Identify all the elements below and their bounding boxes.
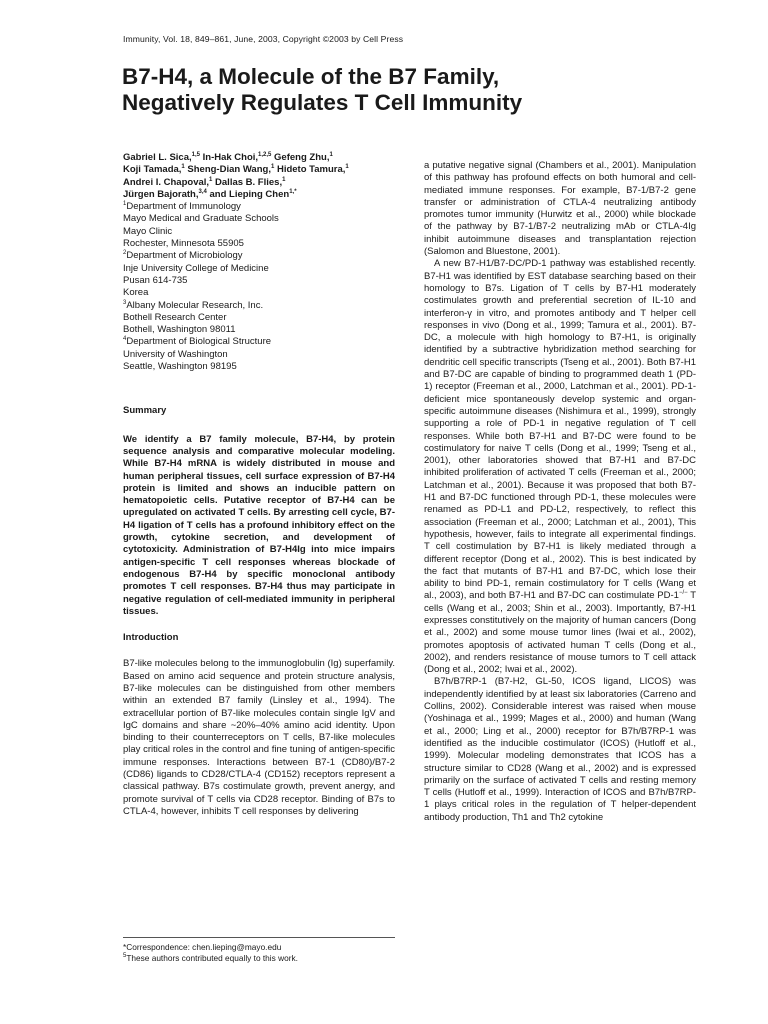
affiliation-line: Mayo Medical and Graduate Schools — [123, 213, 279, 225]
affiliation-line: $^1$Department of Immunology — [123, 201, 241, 213]
summary-text: We identify a B7 family molecule, B7-H4, by protein sequence analysis and comparative molecular modeling. While B7-H4 mRNA is widely distributed in mouse and human peripheral tissues, cell surface expression of B7-H4 protein is limited and shows an inducible pattern on hematopoietic cells. Putative receptor of B7-H4 can be upregulated on activated T cells. By arresting cell cycle, B7-H4 ligation of T cells has a profound inhibitory effect on the growth, cytokine secretion, and development of cytotoxicity. Administration of B7-H4Ig into mice impairs antigen-specific T cell responses whereas blockade of endogenous B7-H4 by specific monoclonal antibody promotes T cell responses. B7-H4 thus may participate in negative regulation of cell-mediated immunity in peripheral tissues. — [123, 433, 395, 617]
affiliation-line: Seattle, Washington 98195 — [123, 361, 237, 373]
introduction-text: B7-like molecules belong to the immunoglobulin (Ig) superfamily. Based on amino acid sequence and protein structure analysis, B7-like molecules can be distinguished from other members within an extended B7 family (Linsley et al., 1994). The extracellular portion of B7-like molecules contain single IgV and IgC domains and share ~20%–40% amino acid identity. Upon binding to their counterreceptors on T cells, B7-like molecules play critical roles in the control and fine tuning of antigen-specific immune responses. Interactions between B7-1 (CD80)/B7-2 (CD86) ligands to CD28/CTLA-4 (CD152) receptors represent a classical pathway. B7s costimulate growth, prevent anergy, and promote survival of T cells via CD28 receptor. Binding of B7s to CTLA-4, however, inhibits T cell responses by delivering — [123, 658, 395, 817]
affiliation-line: Rochester, Minnesota 55905 — [123, 238, 244, 250]
author-line: Koji Tamada,$^1$ Sheng-Dian Wang,$^1$ Hideto Tamura,$^1$ — [123, 164, 349, 176]
correspondence-footnote: *Correspondence: chen.lieping@mayo.edu — [123, 942, 282, 952]
affiliation-line: Bothell Research Center — [123, 311, 227, 323]
author-line: Jürgen Bajorath,$^{3,4}$ and Lieping Chen$^{1,*}$ — [123, 188, 297, 200]
body-paragraph: B7h/B7RP-1 (B7-H2, GL-50, ICOS ligand, LICOS) was independently identified by at least six laboratories (Carreno and Collins, 2002). Considerable interest was raised when mouse (Yoshinaga et al., 1999; Mages et al., 2000) and human (Wang et al., 2000; Ling et al., 2000) receptor for B7h/B7RP-1 was identified as the inducible costimulator (ICOS) (Hutloff et al., 1999). Molecular modeling demonstrates that ICOS has a structure similar to CD28 (Wang et al., 2002) and is expressed primarily on the surface of activated T cells and resting memory T cells (Hutloff et al., 1999). Interaction of ICOS and B7h/B7RP-1 plays critical roles in the regulation of T helper-dependent antibody production, Th1 and Th2 cytokine — [424, 676, 696, 823]
summary-heading: Summary — [123, 405, 167, 417]
affiliation-line: $^4$Department of Biological Structure — [123, 336, 272, 348]
affiliation-line: $^2$Department of Microbiology — [123, 250, 243, 262]
right-column — [424, 160, 696, 824]
affiliation-line: Pusan 614-735 — [123, 274, 188, 286]
title-line-1: B7-H4, a Molecule of the B7 Family, — [122, 64, 500, 89]
affiliation-list — [123, 201, 395, 373]
body-paragraph: a putative negative signal (Chambers et al., 2001). Manipulation of this pathway has profound effects on both humoral and cell-mediated immune responses. For example, B7-1/B7-2 gene transfer or administration of CTLA-4 neutralizing antibody promotes tumor immunity (Hurwitz et al., 2000) while blockade of the pathway by B7-1/B7-2 neutralizing mAb or CTLA-4Ig inhibit autoimmune diseases and transplantation rejection (Salomon and Bluestone, 2001). — [424, 160, 696, 258]
affiliation-line: $^3$Albany Molecular Research, Inc. — [123, 299, 264, 311]
author-line: Andrei I. Chapoval,$^1$ Dallas B. Flies,$^1$ — [123, 176, 286, 188]
affiliation-line: Bothell, Washington 98011 — [123, 324, 236, 336]
author-line: Gabriel L. Sica,$^{1,5}$ In-Hak Choi,$^{1,2,5}$ Gefeng Zhu,$^1$ — [123, 151, 333, 163]
author-list — [123, 152, 395, 201]
title-line-2: Negatively Regulates T Cell Immunity — [122, 90, 523, 115]
introduction-heading: Introduction — [123, 632, 179, 644]
left-column — [123, 152, 395, 818]
affiliation-line: Korea — [123, 287, 149, 299]
affiliation-line: Inje University College of Medicine — [123, 262, 269, 274]
affiliation-line: University of Washington — [123, 348, 228, 360]
footnotes — [123, 937, 395, 964]
equal-contribution-footnote: $^5$These authors contributed equally to this work. — [123, 953, 298, 963]
running-head: Immunity, Vol. 18, 849–861, June, 2003, Copyright ©2003 by Cell Press — [123, 34, 404, 44]
affiliation-line: Mayo Clinic — [123, 225, 173, 237]
article-title — [122, 64, 682, 116]
body-paragraph: A new B7-H1/B7-DC/PD-1 pathway was established recently. B7-H1 was identified by EST database searching based on their homology to B7s. Ligation of T cells by B7-H1 moderately costimulates growth and preferential secretion of IL-10 and interferon-γ in vitro, and promotes antibody and T helper cell responses in vivo (Dong et al., 1999; Tamura et al., 2001). B7-DC, a molecule with high homology to B7-H1, is originally identified by a subtractive hybridization method searching for dendritic cell specific transcripts (Tseng et al., 2001). Both B7-H1 and B7-DC are capable of binding to programmed death 1 (PD-1) receptor (Freeman et al., 2000, Latchman et al., 2001). PD-1-deficient mice spontaneously develop systemic and organ-specific autoimmune diseases (Nishimura et al., 1999), strongly supporting a role of PD-1 in negative regulation of T cell responses. While both B7-H1 and B7-DC were found to be costimulatory for naive T cells (Dong et al., 1999; Tseng et al., 2001), other laboratories showed that B7-H1 and B7-DC inhibited proliferation of activated T cells (Freeman et al., 2000; Latchman et al., 2001). Because it was proposed that both B7-H1 and B7-DC functioned through PD-1, these molecules were renamed as PD-L1 and PD-L2, respectively, to reflect this association (Freeman et al., 2000; Latchman et al., 2001), This hypothesis, however, fails to integrate all experimental findings. T cell costimulation by B7-H1 is likely mediated through a different receptor (Dong et al., 2002). This is best indicated by the fact that mutants of B7-H1 and B7-DC, which lose their ability to bind PD-1, remain costimulatory for T cells (Wang et al., 2003), and both B7-H1 and B7-DC can costimulate PD-1−/− T cells (Wang et al., 2003; Shin et al., 2003). Importantly, B7-H1 expresses constitutively on the majority of human cancers (Dong et al., 2002) and some mouse tumor lines (Iwai et al., 2002), promotes apoptosis of activated human T cells (Dong et al., 2002), and renders resistance of mouse tumors to T cell attack (Dong et al., 2002; Iwai et al., 2002). — [424, 258, 696, 676]
